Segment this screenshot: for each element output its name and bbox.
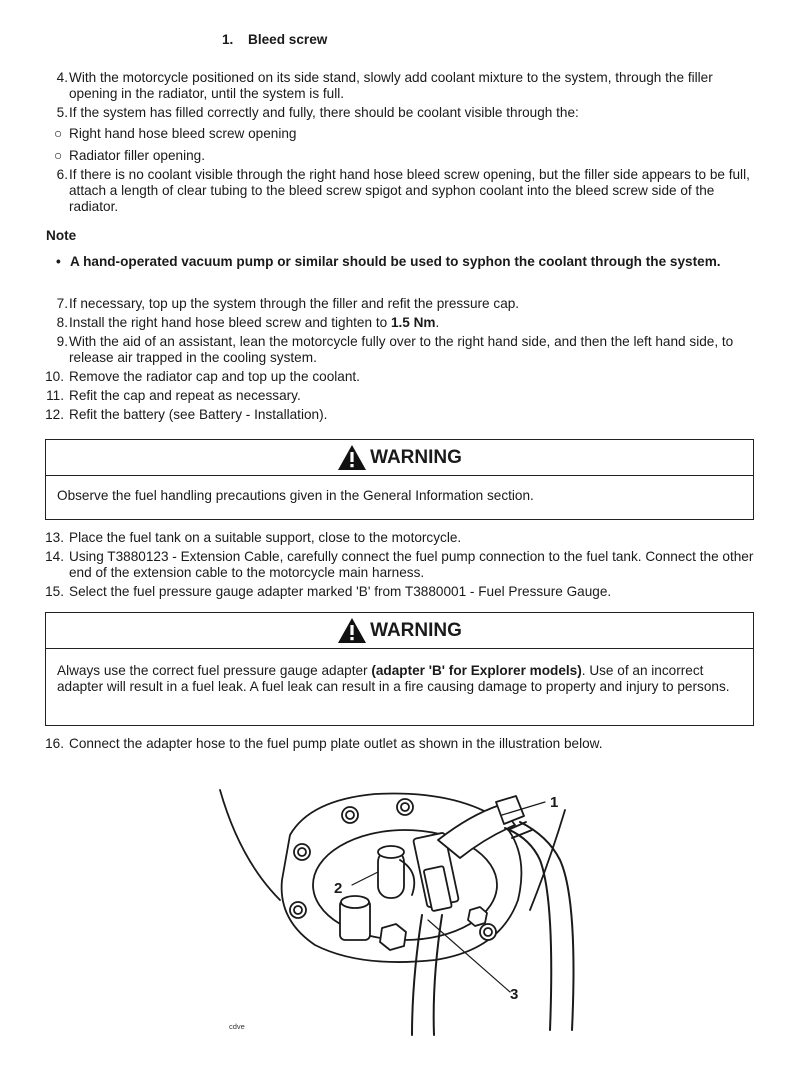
step-5 [48,105,758,121]
step-12 [45,407,758,423]
step-text: Using T3880123 - Extension Cable, carefully connect the fuel pump connection to the fuel tank. Connect the other end of the extension cable to the motorcycle main harness. [69,549,754,580]
step-text-start: Install the right hand hose bleed screw and tighten to [69,315,391,330]
note-heading: Note [46,228,77,243]
step-10 [45,369,758,385]
step-text: With the aid of an assistant, lean the motorcycle fully over to the right hand side, and then the left hand side, to release air trapped in the cooling system. [69,334,734,365]
warning-text-start: Always use the correct fuel pressure gauge adapter [57,663,372,678]
step-text-end: . [435,315,440,330]
step-text: If the system has filled correctly and fully, there should be coolant visible through the: [69,105,579,120]
step-number: 6. [56,167,68,182]
step-number: 11. [46,388,64,403]
step-number: 5. [56,105,68,120]
note-item [56,254,740,270]
warning-body [46,649,753,705]
step-text: With the motorcycle positioned on its side stand, slowly add coolant mixture to the system, through the filler opening in the radiator, until the system is full. [69,70,713,101]
torque-value: 1.5 Nm [390,315,436,330]
warning-title: WARNING [370,619,462,641]
step-text: If there is no coolant visible through the right hand hose bleed screw opening, but the filler side appears to be full, attach a length of clear tubing to the bleed screw spigot and syphon coolant into the bleed screw side of the radiator. [69,167,750,214]
step-6 [48,167,758,215]
step-text: Refit the cap and repeat as necessary. [69,388,301,403]
bullet-text: Radiator filler opening. [69,148,206,163]
callout-3: 3 [510,986,519,1003]
step-number: 15. [45,584,64,599]
hollow-bullet-icon: ○ [54,126,63,141]
warning-text-end: . Use of an incorrect adapter will result in a fuel leak. A fuel leak can result in a fire causing damage to property and injury to persons. [57,663,730,694]
warning-triangle-icon [337,617,367,644]
warning-triangle-icon [337,444,367,471]
procedure-steps-part-1 [48,70,758,218]
step-15 [45,584,758,600]
step-text: Select the fuel pressure gauge adapter marked 'B' from T3880001 - Fuel Pressure Gauge. [69,584,612,599]
step-number: 12. [45,407,64,422]
procedure-steps-part-4 [45,736,758,755]
step-7 [48,296,758,312]
step-number: 13. [45,530,64,545]
warning-text-bold: (adapter 'B' for Explorer models) [371,663,582,678]
callout-1: 1 [550,794,559,811]
step-text: Place the fuel tank on a suitable support, close to the motorcycle. [69,530,462,545]
bullet-text: Right hand hose bleed screw opening [69,126,297,141]
figure-legend-item [222,32,327,48]
callout-2: 2 [334,880,343,897]
step-text: Remove the radiator cap and top up the coolant. [69,369,360,384]
step-9 [48,334,758,366]
step-text: Refit the battery (see Battery - Installation). [69,407,328,422]
step-text: If necessary, top up the system through the filler and refit the pressure cap. [69,296,520,311]
step-text: Connect the adapter hose to the fuel pump plate outlet as shown in the illustration below. [69,736,603,751]
sub-bullet-filler-opening [48,148,758,164]
step-number: 14. [45,549,64,564]
step-number: 9. [56,334,68,349]
step-number: 10. [45,369,64,384]
step-4 [48,70,758,102]
legend-label: Bleed screw [248,32,328,47]
step-16 [45,736,758,752]
note-text: A hand-operated vacuum pump or similar should be used to syphon the coolant through the system. [70,254,721,269]
warning-title: WARNING [370,446,462,468]
step-13 [45,530,758,546]
step-number: 7. [56,296,68,311]
warning-box-adapter [45,612,754,726]
sub-bullet-hose-opening [48,126,758,142]
procedure-steps-part-2 [45,296,758,426]
hollow-bullet-icon: ○ [54,148,63,163]
warning-box-fuel-handling [45,439,754,520]
fuel-pump-illustration [200,780,620,1040]
legend-number: 1. [222,32,234,47]
procedure-steps-part-3 [45,530,758,603]
warning-header [46,613,753,649]
step-11 [48,388,758,404]
bullet-icon: • [56,254,61,269]
step-number: 4. [56,70,68,85]
warning-header [46,440,753,476]
step-14 [45,549,758,581]
illustration-code: cdve [229,1022,245,1031]
step-number: 16. [45,736,64,751]
step-8 [48,315,758,331]
step-number: 8. [56,315,68,330]
warning-body: Observe the fuel handling precautions given in the General Information section. [57,488,534,503]
